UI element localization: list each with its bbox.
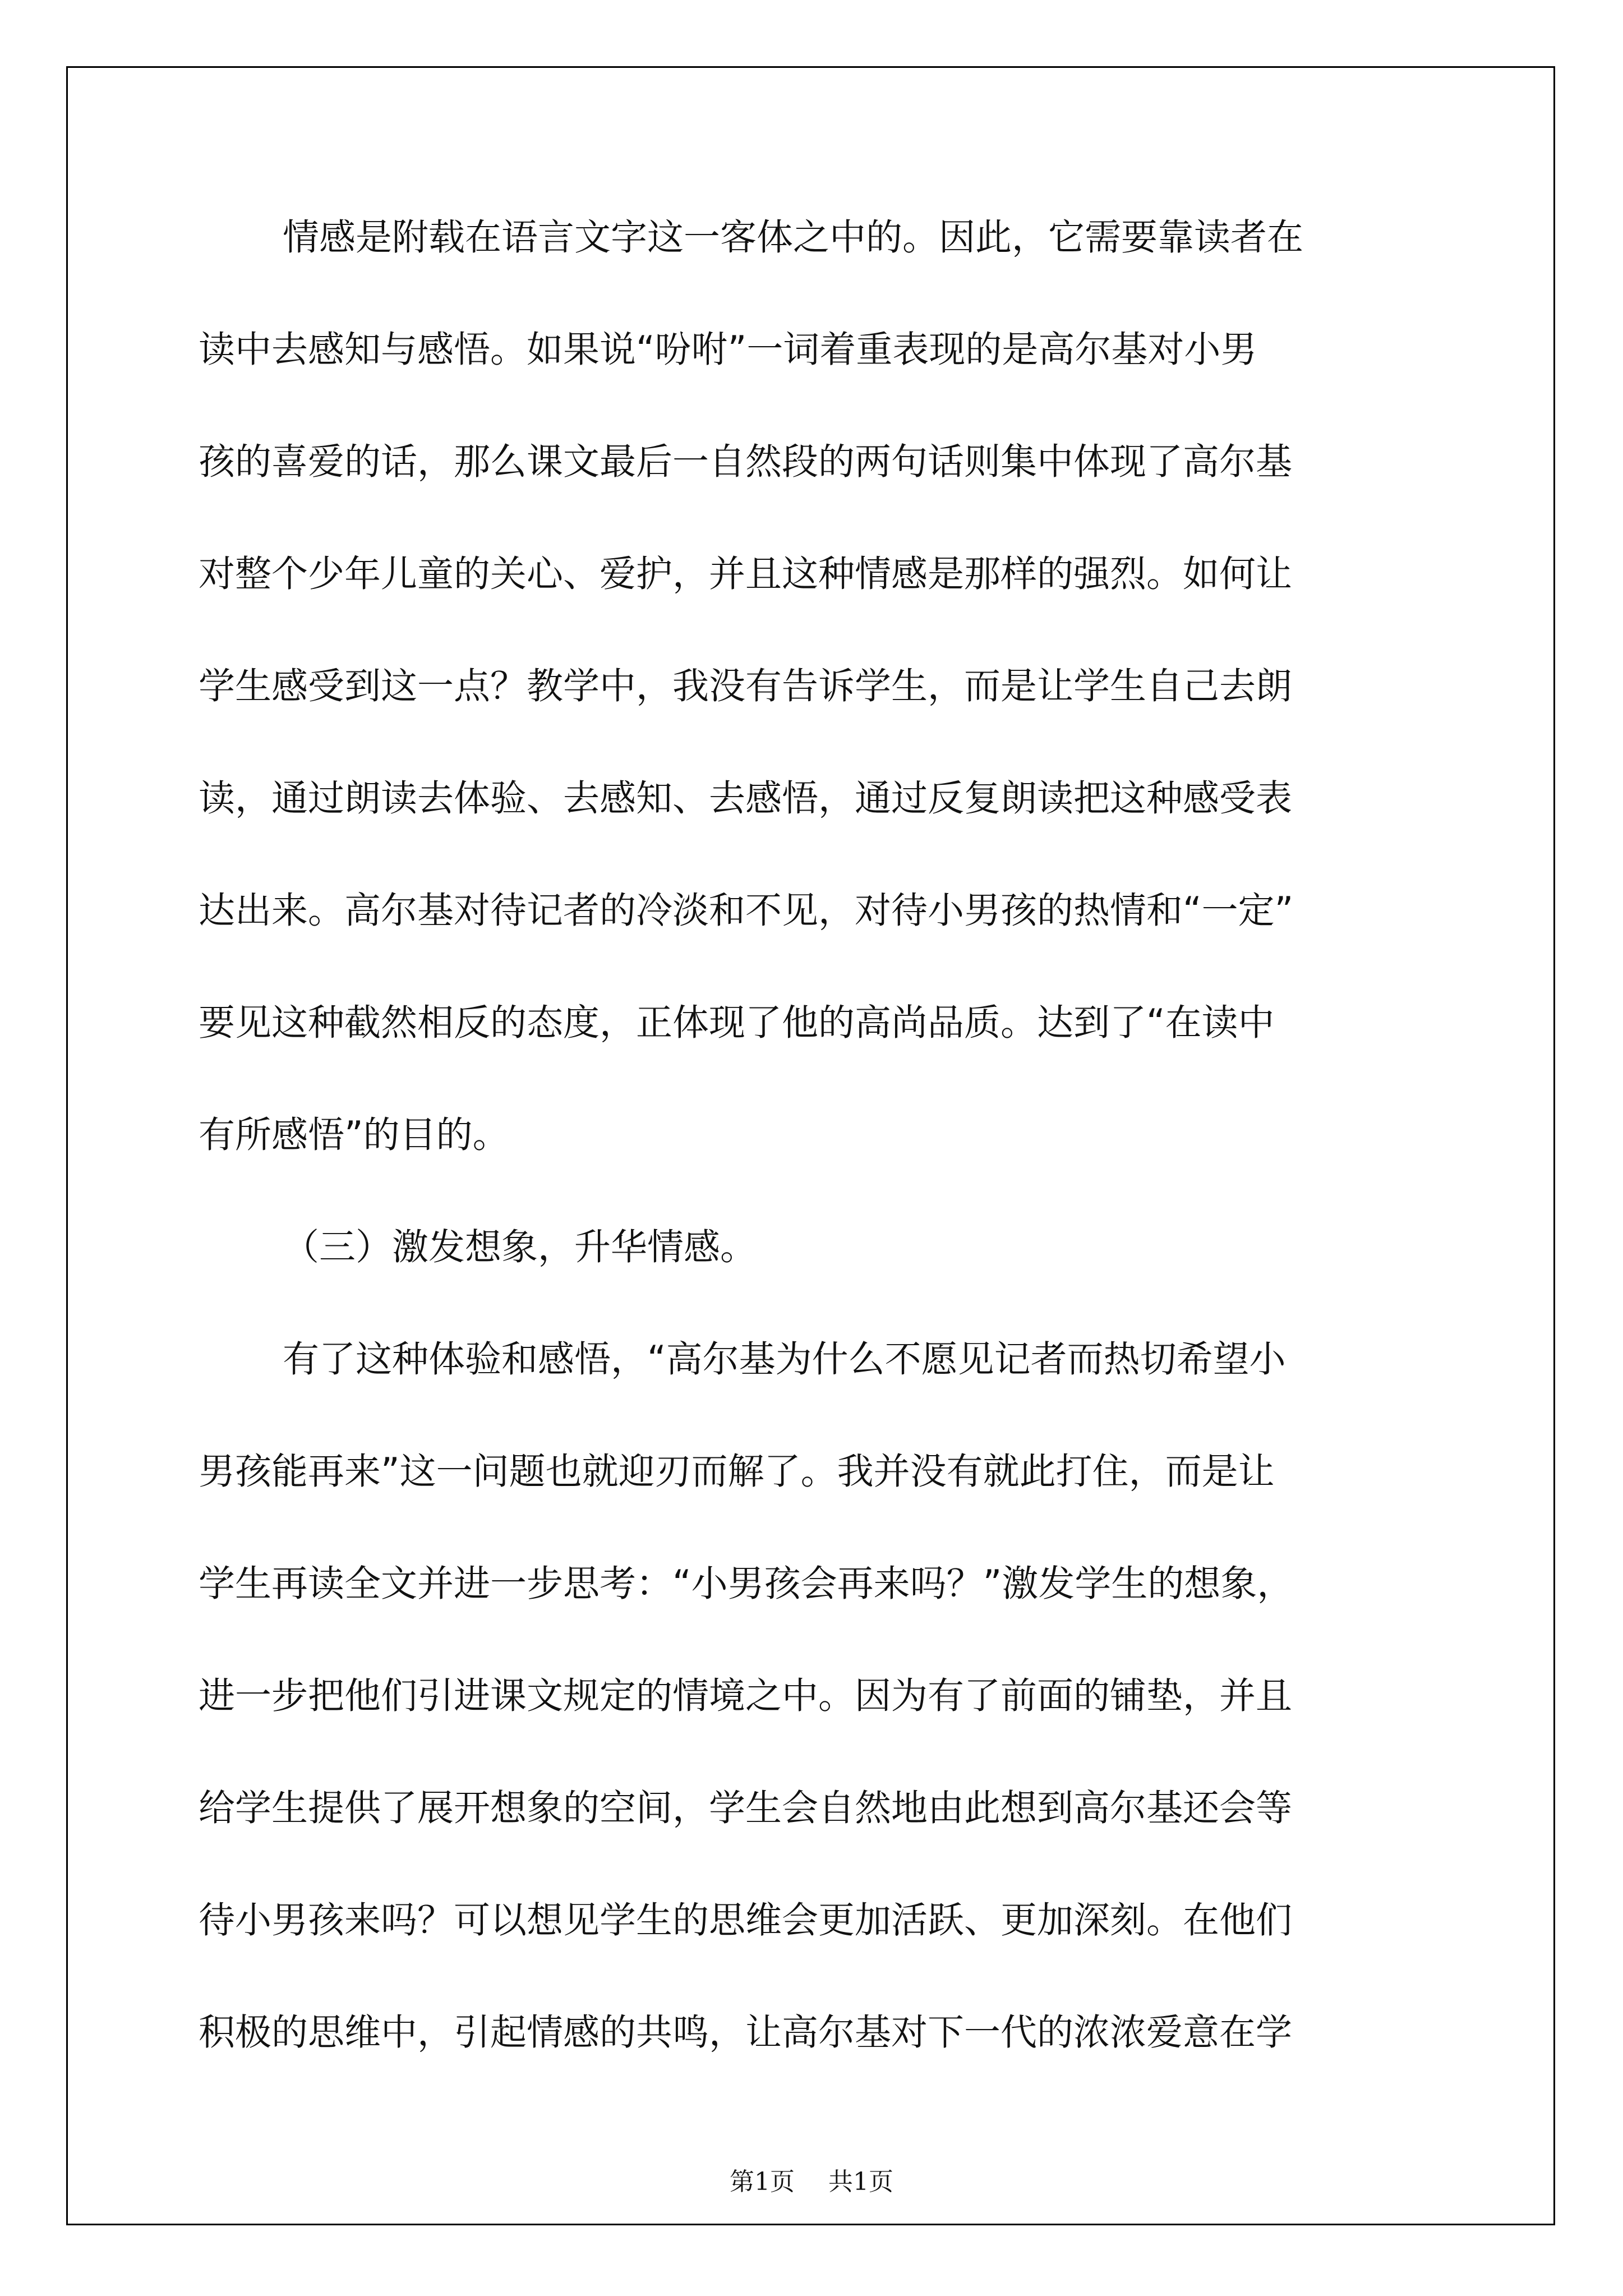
- paragraph-line: 学生再读全文并进一步思考：“小男孩会再来吗？”激发学生的想象，: [199, 1563, 1294, 1605]
- paragraph-line: 达出来。高尔基对待记者的冷淡和不见，对待小男孩的热情和“一定”: [199, 890, 1294, 932]
- paragraph-line: 有所感悟”的目的。: [199, 1114, 509, 1156]
- paragraph-line: 读，通过朗读去体验、去感知、去感悟，通过反复朗读把这种感受表: [199, 777, 1293, 820]
- paragraph-line: 进一步把他们引进课文规定的情境之中。因为有了前面的铺垫，并且: [199, 1675, 1293, 1717]
- page-footer: [0, 2161, 1623, 2197]
- paragraph-line: 学生感受到这一点？教学中，我没有告诉学生，而是让学生自己去朗: [199, 665, 1293, 707]
- paragraph-first-line: 有了这种体验和感悟，“高尔基为什么不愿见记者而热切希望小: [283, 1338, 1286, 1381]
- paragraph-line: 读中去感知与感悟。如果说“吩咐”一词着重表现的是高尔基对小男: [199, 329, 1257, 371]
- paragraph-line: 男孩能再来”这一问题也就迎刃而解了。我并没有就此打住，而是让: [199, 1451, 1275, 1493]
- paragraph-line: 给学生提供了展开想象的空间，学生会自然地由此想到高尔基还会等: [199, 1787, 1293, 1829]
- paragraph-first-line: 情感是附载在语言文字这一客体之中的。因此，它需要靠读者在: [283, 217, 1304, 259]
- paragraph-line: 待小男孩来吗？可以想见学生的思维会更加活跃、更加深刻。在他们: [199, 1899, 1293, 1941]
- paragraph-line: 孩的喜爱的话，那么课文最后一自然段的两句话则集中体现了高尔基: [199, 441, 1293, 483]
- paragraph-line: 积极的思维中，引起情感的共鸣，让高尔基对下一代的浓浓爱意在学: [199, 2012, 1293, 2054]
- page-number: 第1页: [730, 2168, 795, 2196]
- document-body: [199, 211, 1427, 2118]
- paragraph-line: 要见这种截然相反的态度，正体现了他的高尚品质。达到了“在读中: [199, 1002, 1275, 1044]
- page-total: 共1页: [828, 2168, 893, 2196]
- paragraph-first-line: （三）激发想象，升华情感。: [283, 1226, 757, 1268]
- paragraph-line: 对整个少年儿童的关心、爱护，并且这种情感是那样的强烈。如何让: [199, 553, 1293, 595]
